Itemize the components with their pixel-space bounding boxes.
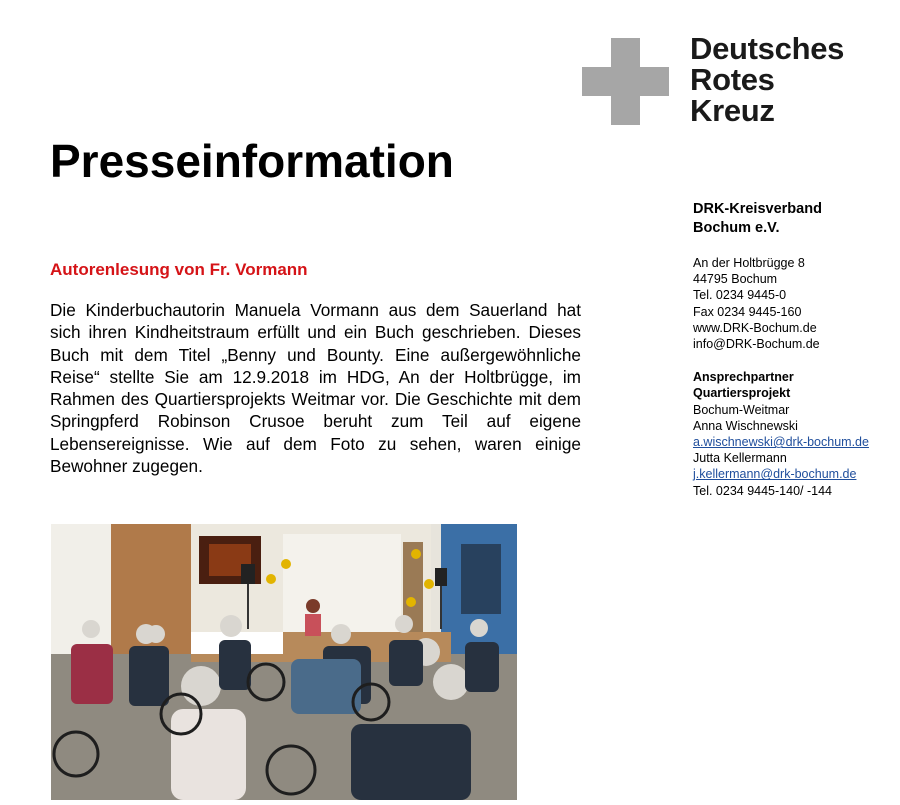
address-website: www.DRK-Bochum.de [693,320,817,335]
contact-phone: Tel. 0234 9445-140/ -144 [693,483,832,498]
contact2-name: Jutta Kellermann [693,451,787,466]
org-name [693,200,893,238]
logo-wordmark [690,33,844,126]
org-name-line2: Bochum e.V. [693,220,780,236]
contact-project: Bochum-Weitmar [693,402,790,417]
address-email: info@DRK-Bochum.de [693,337,820,352]
address-city: 44795 Bochum [693,272,778,287]
article-body: Die Kinderbuchautorin Manuela Vormann aus dem Sauerland hat sich ihren Kindheitstraum erfüllt und ein Buch geschrieben. Dieses Buch mit dem Titel „Benny und Bounty. Eine außergewöhnliche Reise“ stellte Sie am 12.9.2018 im HDG, An der Holtbrügge, im Rahmen des Quartiersprojekts Weitmar vor. Die Geschichte mit dem Springpferd Robinson Crusoe beruht zum Teil auf eigene Lebensereignisse. Wie auf dem Foto zu sehen, waren einige Bewohner zugegen. [50,300,581,477]
contact1-email-link[interactable]: a.wischnewski@drk-bochum.de [693,435,869,450]
contact-block [693,369,893,499]
contact1-name: Anna Wischnewski [693,418,798,433]
org-name-line1: DRK-Kreisverband [693,201,822,217]
contact-heading-line1: Ansprechpartner [693,370,794,385]
contact-heading-line2: Quartiersprojekt [693,386,791,401]
address-fax: Fax 0234 9445-160 [693,304,802,319]
contact-sidebar [693,200,893,516]
page-title: Presseinformation [50,135,454,187]
address-block [693,255,893,352]
red-cross-logo-icon [582,38,669,125]
logo-line-rotes: Rotes [690,62,775,97]
address-street: An der Holtbrügge 8 [693,256,805,270]
logo-line-kreuz: Kreuz [690,93,775,128]
contact2-email-link[interactable]: j.kellermann@drk-bochum.de [693,467,857,482]
event-photo [51,524,517,800]
logo-line-deutsches: Deutsches [690,31,845,66]
article-headline: Autorenlesung von Fr. Vormann [50,260,308,279]
address-phone: Tel. 0234 9445-0 [693,288,787,303]
